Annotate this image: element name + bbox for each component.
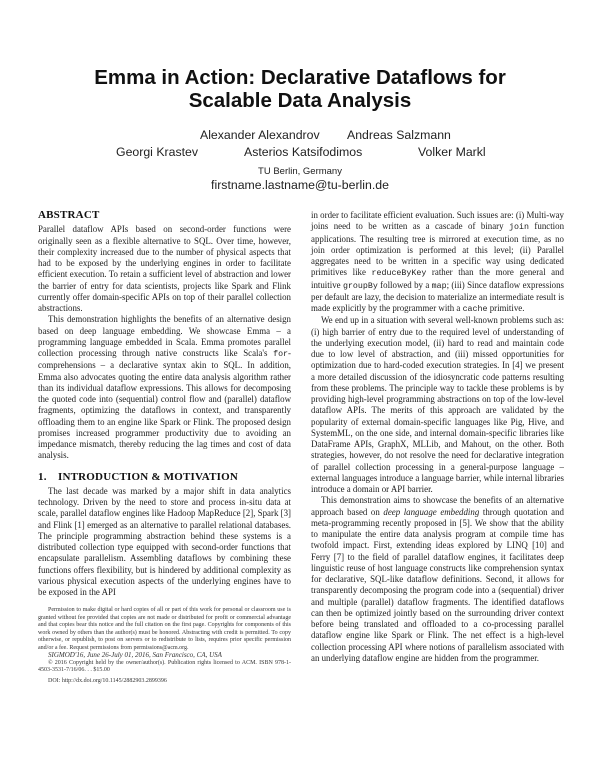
abstract-paragraph: This demonstration highlights the benefits of an alternative design based on deep language embedding. We showcase Emma – a programming language embedded in Scala. Emma promotes parallel collection processing through native constructs like Scala's for-comprehensions – a declarative syntax akin to SQL. In addition, Emma also advocates quoting the entire data analysis algorithm rather than its individual dataflow expressions. This allows for decomposing the quoted code into (sequential) control flow and (parallel) dataflow fragments, optimizing the dataflows in context, and transparently offloading them to an engine like Spark or Flink. The proposed design promises increased programmer productivity due to avoiding an impedance mismatch, thereby reducing the lag times and cost of data analysis. [38, 314, 291, 461]
conference-info: SIGMOD'16, June 26-July 01, 2016, San Francisco, CA, USA [48, 651, 222, 660]
body-paragraph: This demonstration aims to showcase the benefits of an alternative approach based on deep language embedding through quotation and meta-programming recently proposed in [5]. We show that the ability to manipulate the entire data analysis program at compile time has twofold impact. First, extending ideas explored by LINQ [10] and Ferry [7] to the field of parallel dataflow engines, it facilitates deep linguistic reuse of host language constructs like comprehension syntax for declarative, SQL-like dataflow definitions. Second, it allows for transparently decomposing the program code into a (sequential) driver and multiple (parallel) dataflow fragments. The identified dataflows can then be optimized jointly based on the surrounding driver context before being translated and offloaded to a co-processing parallel dataflow engine like Spark or Flink. The net effect is a high-level collection processing API where notions of parallelism associated with an underlying dataflow engine are hidden from the programmer. [311, 495, 564, 663]
paper-title [0, 66, 600, 112]
author-name: Asterios Katsifodimos [244, 145, 363, 159]
title-line-2: Scalable Data Analysis [188, 89, 412, 112]
intro-paragraph: The last decade was marked by a major shift in data analytics technology. Driven by the need to store and process in-situ data at scale, parallel dataflow engines like Hadoop MapReduce [2], Spark [3] and Flink [1] emerged as an alternative to parallel relational databases. The principle programming abstraction behind these systems is a distributed collection type equipped with second-order functions that encapsulate parallelism. Assembling dataflows by combining these functions offers flexibility, but is hindered by additional complexity as various physical execution aspects of the underlying engines have to be exposed in the API [38, 485, 291, 597]
author-name: Volker Markl [418, 145, 486, 159]
title-line-1: Emma in Action: Declarative Dataflows for [94, 66, 506, 89]
inline-code: cache [462, 305, 488, 314]
author-name: Alexander Alexandrov [200, 128, 320, 142]
permission-notice: Permission to make digital or hard copies of all or part of this work for personal or classroom use is granted without fee provided that copies are not made or distributed for profit or commercial advantage and that copies bear this notice and the full citation on the first page. Copyrights for components of this work owned by others than the author(s) must be honored. Abstracting with credit is permitted. To copy otherwise, or republish, to post on servers or to redistribute to lists, requires prior specific permission and/or a fee. Request permissions from permissions@acm.org. [38, 607, 291, 651]
right-column [311, 210, 564, 664]
permission-block [38, 607, 291, 685]
affiliation: TU Berlin, Germany [258, 166, 342, 177]
copyright-notice: © 2016 Copyright held by the owner/author(s). Publication rights licensed to ACM. ISBN 978-1-4503-3531-7/16/06. . . $15.00 [38, 659, 291, 674]
left-column [38, 210, 291, 685]
emphasis: deep language embedding [383, 506, 480, 517]
author-name: Andreas Salzmann [347, 128, 451, 142]
inline-code: reduceByKey [371, 269, 427, 279]
inline-code: map [431, 281, 447, 291]
email: firstname.lastname@tu-berlin.de [211, 178, 389, 192]
abstract-paragraph: Parallel dataflow APIs based on second-order functions were originally seen as a flexible alternative to SQL. Over time, however, their complexity increased due to the number of physical aspects that had to be exposed by the underlying engines in order to facilitate efficient execution. To retain a sufficient level of abstraction and lower the barrier of entry for data scientists, projects like Spark and Flink currently offer domain-specific APIs on top of their parallel collection abstractions. [38, 224, 291, 313]
abstract-heading: ABSTRACT [38, 209, 100, 221]
doi-link[interactable]: DOI: http://dx.doi.org/10.1145/2882903.2899396 [48, 677, 167, 684]
inline-code: for [273, 350, 289, 359]
inline-code: join [509, 223, 529, 233]
section-heading-introduction: 1. INTRODUCTION & MOTIVATION [38, 470, 239, 483]
body-paragraph: in order to facilitate efficient evaluation. Such issues are: (i) Multi-way joins need to be written as a cascade of binary join function applications. The resulting tree is mirrored at execution time, as no join order optimization is performed at this level; (ii) Parallel aggregates need to be written in a specific way using dedicated primitives like reduceByKey rather than the more general and intuitive groupBy followed by a map; (iii) Since dataflow expressions per default are lazy, the decision to materialize an intermediate result is made explicitly by the programmer with a cache primitive. [311, 210, 565, 314]
body-paragraph: We end up in a situation with several well-known problems such as: (i) high barrier of entry due to the required level of understanding of the underlying execution model, (ii) hard to read and maintain code due to low level of abstraction, and (iii) missed opportunities for optimization due to hard-coded execution strategies. In [4] we present a more detailed discussion of the idiosyncratic code patterns resulting from these problems. The principle way to tackle these problems is by providing high-level programming abstractions on top of the low-level dataflow APIs. The merits of this approach are validated by the popularity of external domain-specific languages like Pig, Hive, and SystemML, on the one side, and internal domain-specific libraries like DataFrame APIs, GraphX, MLLib, and Mahout, on the other. Both strategies, however, do not resolve the need for declarative integration of parallel collection processing in a general-purpose language – external languages introduce a language barrier, while internal libraries introduce a domain or API barrier. [311, 315, 564, 494]
inline-code: groupBy [342, 281, 378, 291]
author-name: Georgi Krastev [116, 145, 199, 159]
